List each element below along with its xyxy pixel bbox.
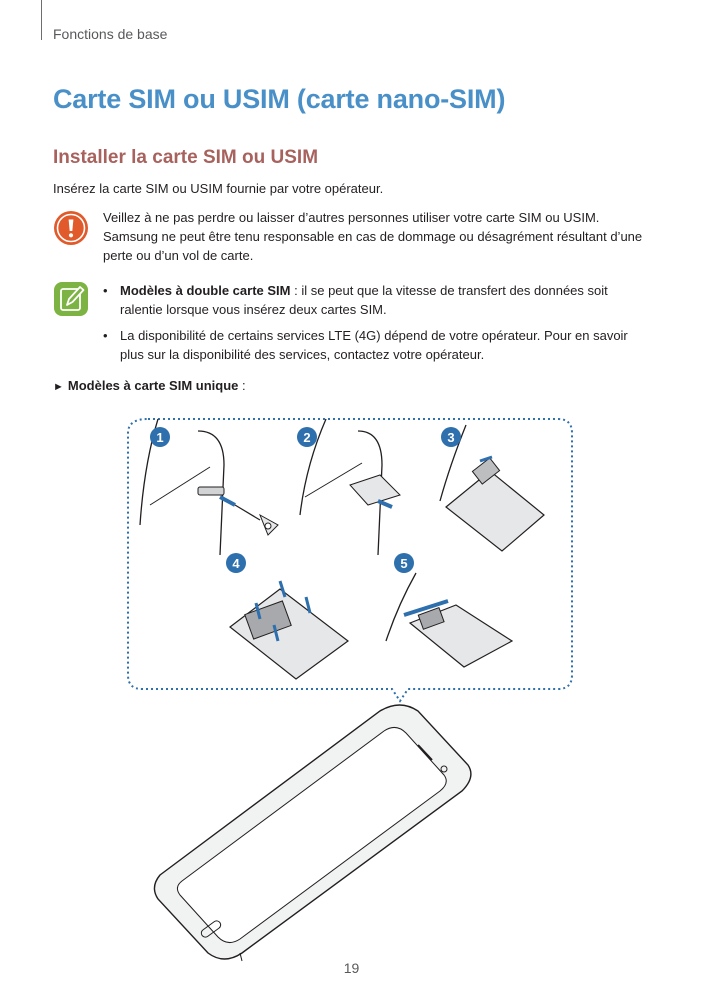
triangle-marker-icon: ► — [53, 381, 64, 393]
caution-text: Veillez à ne pas perdre ou laisser d’autres personnes utiliser votre carte SIM ou USIM. Samsung ne peut être tenu responsable en cas de dommage ou désagrément résultant d’une perte ou d’un vol de carte. — [103, 210, 643, 263]
note-item — [103, 281, 643, 319]
step-badge — [441, 427, 461, 447]
note-pencil-icon — [53, 281, 89, 317]
step-badge — [297, 427, 317, 447]
step-badge-label: 4 — [232, 556, 240, 571]
step-badge — [226, 553, 246, 573]
step-badge-label: 5 — [400, 556, 408, 571]
step-badge-label: 2 — [303, 430, 311, 445]
note-item — [103, 326, 643, 364]
note-item-bold: Modèles à double carte SIM — [120, 283, 291, 298]
bullet: • — [103, 283, 108, 298]
side-rule — [41, 0, 42, 40]
step-5-panel — [386, 573, 512, 667]
note-item-text: : il se peut que la vitesse de transfert des données soit ralentie lorsque vous insérez deux cartes SIM. — [120, 283, 608, 317]
page-number: 19 — [343, 960, 360, 976]
sim-install-illustration — [100, 405, 600, 965]
phone-illustration — [154, 705, 470, 961]
note-item-text: La disponibilité de certains services LTE (4G) dépend de votre opérateur. Pour en savoir plus sur la disponibilité des services, contactez votre opérateur. — [120, 328, 628, 362]
caution-exclamation-icon — [53, 210, 89, 246]
note-list — [103, 281, 643, 371]
step-badge-label: 1 — [156, 430, 164, 445]
running-head: Fonctions de base — [53, 26, 168, 42]
step-badge — [150, 427, 170, 447]
models-suffix: : — [238, 378, 246, 393]
page-title: Carte SIM ou USIM (carte nano-SIM) — [53, 84, 506, 114]
step-badge — [394, 553, 414, 573]
section-title: Installer la carte SIM ou USIM — [53, 147, 319, 168]
intro-text: Insérez la carte SIM ou USIM fournie par votre opérateur. — [53, 181, 384, 196]
step-4-panel — [230, 581, 348, 679]
models-line — [53, 378, 246, 393]
step-badge-label: 3 — [447, 430, 455, 445]
bullet: • — [103, 328, 108, 343]
models-label: Modèles à carte SIM unique — [67, 378, 239, 393]
